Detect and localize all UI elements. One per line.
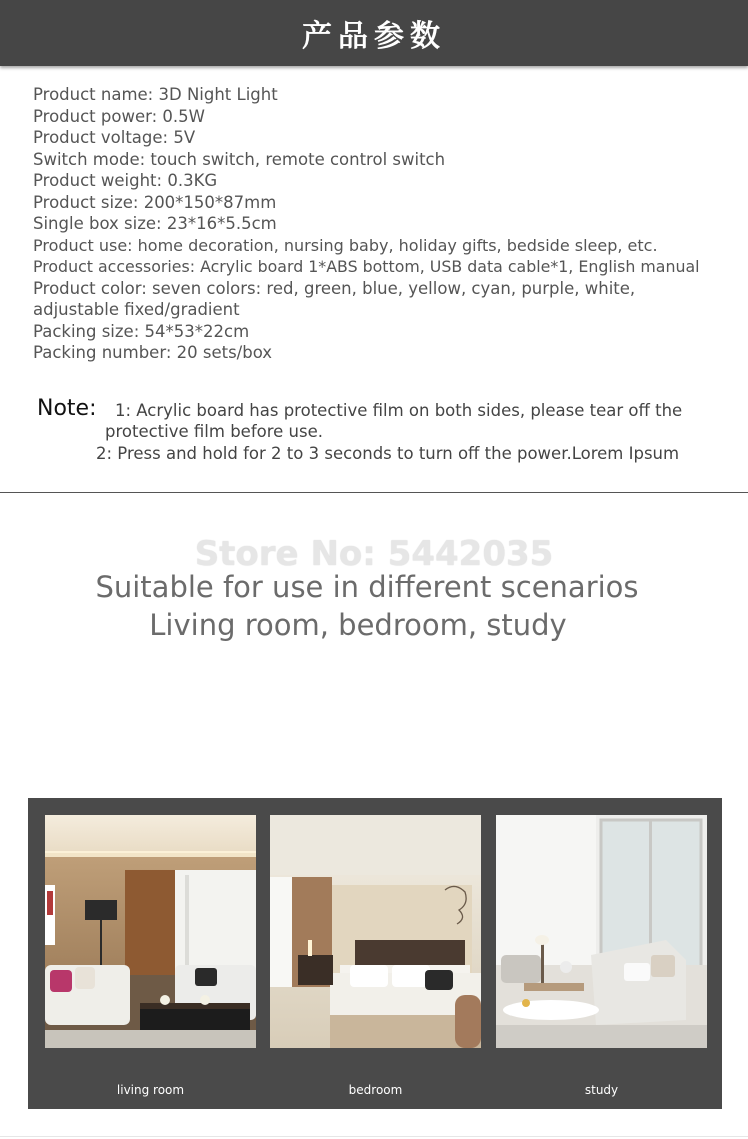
spec-list — [33, 84, 733, 364]
header-bar — [0, 0, 748, 66]
spec-size: Product size: 200*150*87mm — [33, 192, 277, 212]
spec-use: Product use: home decoration, nursing baby, holiday gifts, bedside sleep, etc. — [33, 235, 658, 255]
spec-box-size: Single box size: 23*16*5.5cm — [33, 214, 277, 233]
note-label: Note: — [37, 396, 97, 421]
note-item-2: 2: Press and hold for 2 to 3 seconds to turn off the power.Lorem Ipsum — [96, 444, 680, 463]
caption-bedroom: bedroom — [348, 1083, 403, 1097]
spec-product-name: Product name: 3D Night Light — [33, 85, 278, 104]
store-watermark: Store No: 5442035 — [194, 534, 554, 574]
caption-living-room: living room — [116, 1083, 185, 1097]
note-item-1: 1: Acrylic board has protective film on both sides, please tear off the — [115, 401, 683, 420]
living-room-photo — [45, 815, 256, 1048]
spec-power: Product power: 0.5W — [33, 106, 205, 126]
scenarios-heading: Suitable for use in different scenarios — [95, 570, 639, 604]
scene-gallery — [28, 798, 722, 1109]
bottom-divider — [0, 1136, 748, 1137]
spec-packing-size: Packing size: 54*53*22cm — [33, 321, 250, 341]
spec-switch-mode: Switch mode: touch switch, remote control switch — [33, 149, 446, 169]
note-item-1-continued: protective film before use. — [105, 422, 323, 441]
spec-packing-number: Packing number: 20 sets/box — [33, 343, 273, 362]
spec-color: Product color: seven colors: red, green, blue, yellow, cyan, purple, white, adjustable fixed/gradient — [33, 278, 636, 319]
caption-study: study — [584, 1083, 619, 1097]
scenarios-subheading: Living room, bedroom, study — [149, 608, 567, 642]
page-title: 产品参数 — [302, 19, 446, 54]
spec-accessories: Product accessories: Acrylic board 1*ABS bottom, USB data cable*1, English manual — [33, 257, 700, 276]
spec-voltage: Product voltage: 5V — [33, 128, 196, 147]
bedroom-photo — [270, 815, 481, 1048]
section-divider — [0, 492, 748, 493]
spec-weight: Product weight: 0.3KG — [33, 171, 218, 190]
study-photo — [496, 815, 707, 1048]
